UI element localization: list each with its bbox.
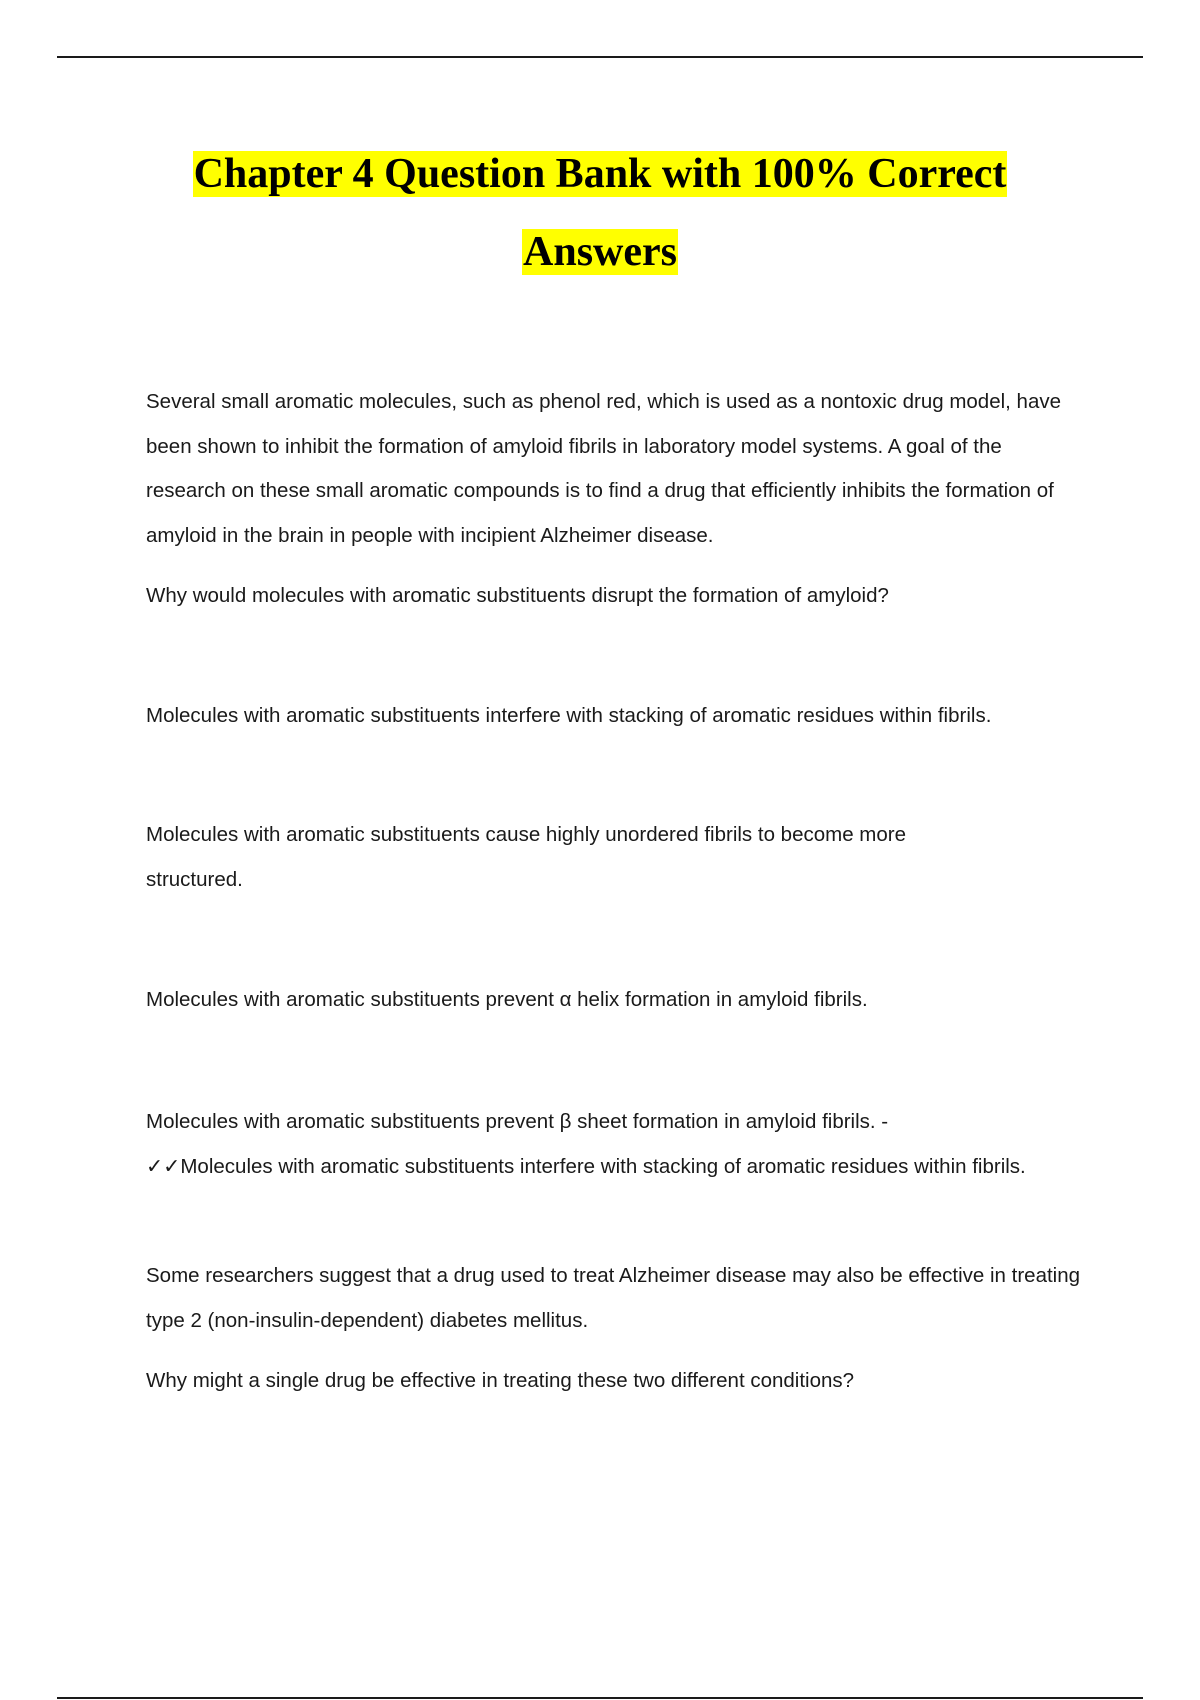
- question-1-passage: Several small aromatic molecules, such as phenol red, which is used as a nontoxic drug model, have been shown to inhibit the formation of amyloid fibrils in laboratory model systems. A goal of the research on these small aromatic compounds is to find a drug that efficiently inhibits the formation of amyloid in the brain in people with incipient Alzheimer disease.: [146, 390, 1061, 547]
- question-2-passage: Some researchers suggest that a drug used to treat Alzheimer disease may also be effective in treating type 2 (non-insulin-dependent) diabetes mellitus.: [146, 1264, 1081, 1332]
- question-1-option-2: Molecules with aromatic substituents cause highly unordered fibrils to become more structured.: [146, 823, 907, 891]
- document-title: [0, 135, 1200, 291]
- title-line-2: Answers: [523, 229, 677, 275]
- question-1-option-4: Molecules with aromatic substituents prevent β sheet formation in amyloid fibrils. -: [146, 1110, 889, 1133]
- question-1-prompt: Why would molecules with aromatic substituents disrupt the formation of amyloid?: [146, 584, 889, 607]
- question-1-option-1: Molecules with aromatic substituents interfere with stacking of aromatic residues within fibrils.: [146, 704, 992, 727]
- question-1-option-3: Molecules with aromatic substituents prevent α helix formation in amyloid fibrils.: [146, 988, 868, 1011]
- question-1-option-4-with-answer: [146, 1100, 1086, 1189]
- bottom-rule: [57, 1697, 1143, 1699]
- question-2-prompt: Why might a single drug be effective in treating these two different conditions?: [146, 1369, 855, 1392]
- title-line-1: Chapter 4 Question Bank with 100% Correct: [193, 151, 1007, 197]
- question-1-answer: ✓✓Molecules with aromatic substituents interfere with stacking of aromatic residues within fibrils.: [146, 1154, 1026, 1178]
- top-rule: [57, 56, 1143, 58]
